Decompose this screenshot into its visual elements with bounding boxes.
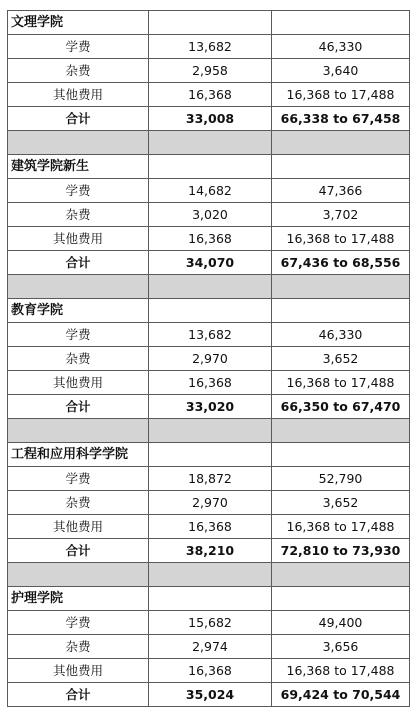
empty-cell xyxy=(149,443,272,467)
fee-value-col2: 16,368 to 17,488 xyxy=(272,83,410,107)
fee-value-col2: 16,368 to 17,488 xyxy=(272,371,410,395)
fee-label: 学费 xyxy=(8,179,149,203)
school-name: 文理学院 xyxy=(8,11,149,35)
fee-value-col1: 13,682 xyxy=(149,323,272,347)
total-value-col1: 34,070 xyxy=(149,251,272,275)
fee-value-col1: 15,682 xyxy=(149,611,272,635)
fee-value-col1: 16,368 xyxy=(149,227,272,251)
fee-value-col2: 3,656 xyxy=(272,635,410,659)
empty-cell xyxy=(149,587,272,611)
separator-cell xyxy=(149,563,272,587)
fee-value-col1: 2,970 xyxy=(149,347,272,371)
empty-cell xyxy=(272,11,410,35)
fee-value-col1: 16,368 xyxy=(149,83,272,107)
school-header-row xyxy=(8,587,410,611)
fee-row xyxy=(8,659,410,683)
total-row xyxy=(8,539,410,563)
empty-cell xyxy=(272,299,410,323)
separator-row xyxy=(8,419,410,443)
total-value-col2: 67,436 to 68,556 xyxy=(272,251,410,275)
total-label: 合计 xyxy=(8,107,149,131)
fee-label: 杂费 xyxy=(8,203,149,227)
fee-value-col2: 47,366 xyxy=(272,179,410,203)
total-value-col2: 69,424 to 70,544 xyxy=(272,683,410,707)
fee-label: 其他费用 xyxy=(8,83,149,107)
total-value-col2: 66,350 to 67,470 xyxy=(272,395,410,419)
fee-label: 杂费 xyxy=(8,635,149,659)
school-header-row xyxy=(8,443,410,467)
school-name: 护理学院 xyxy=(8,587,149,611)
fee-value-col1: 16,368 xyxy=(149,371,272,395)
fee-row xyxy=(8,227,410,251)
school-name: 教育学院 xyxy=(8,299,149,323)
total-label: 合计 xyxy=(8,683,149,707)
fee-row xyxy=(8,371,410,395)
empty-cell xyxy=(149,299,272,323)
separator-cell xyxy=(272,275,410,299)
fee-value-col1: 2,974 xyxy=(149,635,272,659)
total-value-col1: 33,008 xyxy=(149,107,272,131)
total-row xyxy=(8,395,410,419)
separator-row xyxy=(8,131,410,155)
fee-row xyxy=(8,83,410,107)
fee-label: 学费 xyxy=(8,35,149,59)
fee-value-col2: 49,400 xyxy=(272,611,410,635)
fee-value-col1: 2,970 xyxy=(149,491,272,515)
fee-label: 杂费 xyxy=(8,347,149,371)
fee-value-col2: 16,368 to 17,488 xyxy=(272,227,410,251)
separator-cell xyxy=(8,131,149,155)
separator-cell xyxy=(272,419,410,443)
separator-row xyxy=(8,275,410,299)
fee-label: 其他费用 xyxy=(8,515,149,539)
fee-table xyxy=(7,10,410,707)
total-label: 合计 xyxy=(8,539,149,563)
total-label: 合计 xyxy=(8,251,149,275)
fee-value-col2: 3,652 xyxy=(272,491,410,515)
fee-value-col2: 3,702 xyxy=(272,203,410,227)
fee-value-col1: 16,368 xyxy=(149,659,272,683)
total-value-col1: 35,024 xyxy=(149,683,272,707)
fee-label: 学费 xyxy=(8,611,149,635)
separator-row xyxy=(8,563,410,587)
fee-value-col1: 2,958 xyxy=(149,59,272,83)
fee-row xyxy=(8,467,410,491)
fee-label: 其他费用 xyxy=(8,659,149,683)
fee-row xyxy=(8,491,410,515)
fee-value-col2: 52,790 xyxy=(272,467,410,491)
total-row xyxy=(8,107,410,131)
fee-row xyxy=(8,611,410,635)
empty-cell xyxy=(272,155,410,179)
school-name: 建筑学院新生 xyxy=(8,155,149,179)
fee-row xyxy=(8,179,410,203)
separator-cell xyxy=(272,131,410,155)
fee-row xyxy=(8,323,410,347)
empty-cell xyxy=(149,11,272,35)
fee-row xyxy=(8,635,410,659)
separator-cell xyxy=(149,131,272,155)
separator-cell xyxy=(149,419,272,443)
fee-value-col2: 3,652 xyxy=(272,347,410,371)
fee-label: 其他费用 xyxy=(8,371,149,395)
separator-cell xyxy=(149,275,272,299)
fee-value-col2: 16,368 to 17,488 xyxy=(272,659,410,683)
empty-cell xyxy=(272,587,410,611)
fee-row xyxy=(8,515,410,539)
separator-cell xyxy=(8,419,149,443)
fee-value-col1: 3,020 xyxy=(149,203,272,227)
fee-label: 其他费用 xyxy=(8,227,149,251)
total-row xyxy=(8,683,410,707)
total-value-col2: 66,338 to 67,458 xyxy=(272,107,410,131)
empty-cell xyxy=(272,443,410,467)
fee-label: 杂费 xyxy=(8,59,149,83)
school-name: 工程和应用科学学院 xyxy=(8,443,149,467)
total-value-col2: 72,810 to 73,930 xyxy=(272,539,410,563)
fee-value-col1: 16,368 xyxy=(149,515,272,539)
fee-row xyxy=(8,59,410,83)
fee-label: 学费 xyxy=(8,467,149,491)
fee-value-col2: 46,330 xyxy=(272,35,410,59)
fee-row xyxy=(8,347,410,371)
fee-label: 学费 xyxy=(8,323,149,347)
separator-cell xyxy=(8,563,149,587)
empty-cell xyxy=(149,155,272,179)
total-row xyxy=(8,251,410,275)
separator-cell xyxy=(272,563,410,587)
fee-value-col1: 13,682 xyxy=(149,35,272,59)
school-header-row xyxy=(8,11,410,35)
fee-value-col2: 46,330 xyxy=(272,323,410,347)
total-label: 合计 xyxy=(8,395,149,419)
fee-label: 杂费 xyxy=(8,491,149,515)
separator-cell xyxy=(8,275,149,299)
school-header-row xyxy=(8,155,410,179)
fee-value-col1: 14,682 xyxy=(149,179,272,203)
fee-row xyxy=(8,203,410,227)
school-header-row xyxy=(8,299,410,323)
total-value-col1: 38,210 xyxy=(149,539,272,563)
fee-value-col2: 16,368 to 17,488 xyxy=(272,515,410,539)
fee-value-col1: 18,872 xyxy=(149,467,272,491)
fee-row xyxy=(8,35,410,59)
fee-value-col2: 3,640 xyxy=(272,59,410,83)
total-value-col1: 33,020 xyxy=(149,395,272,419)
